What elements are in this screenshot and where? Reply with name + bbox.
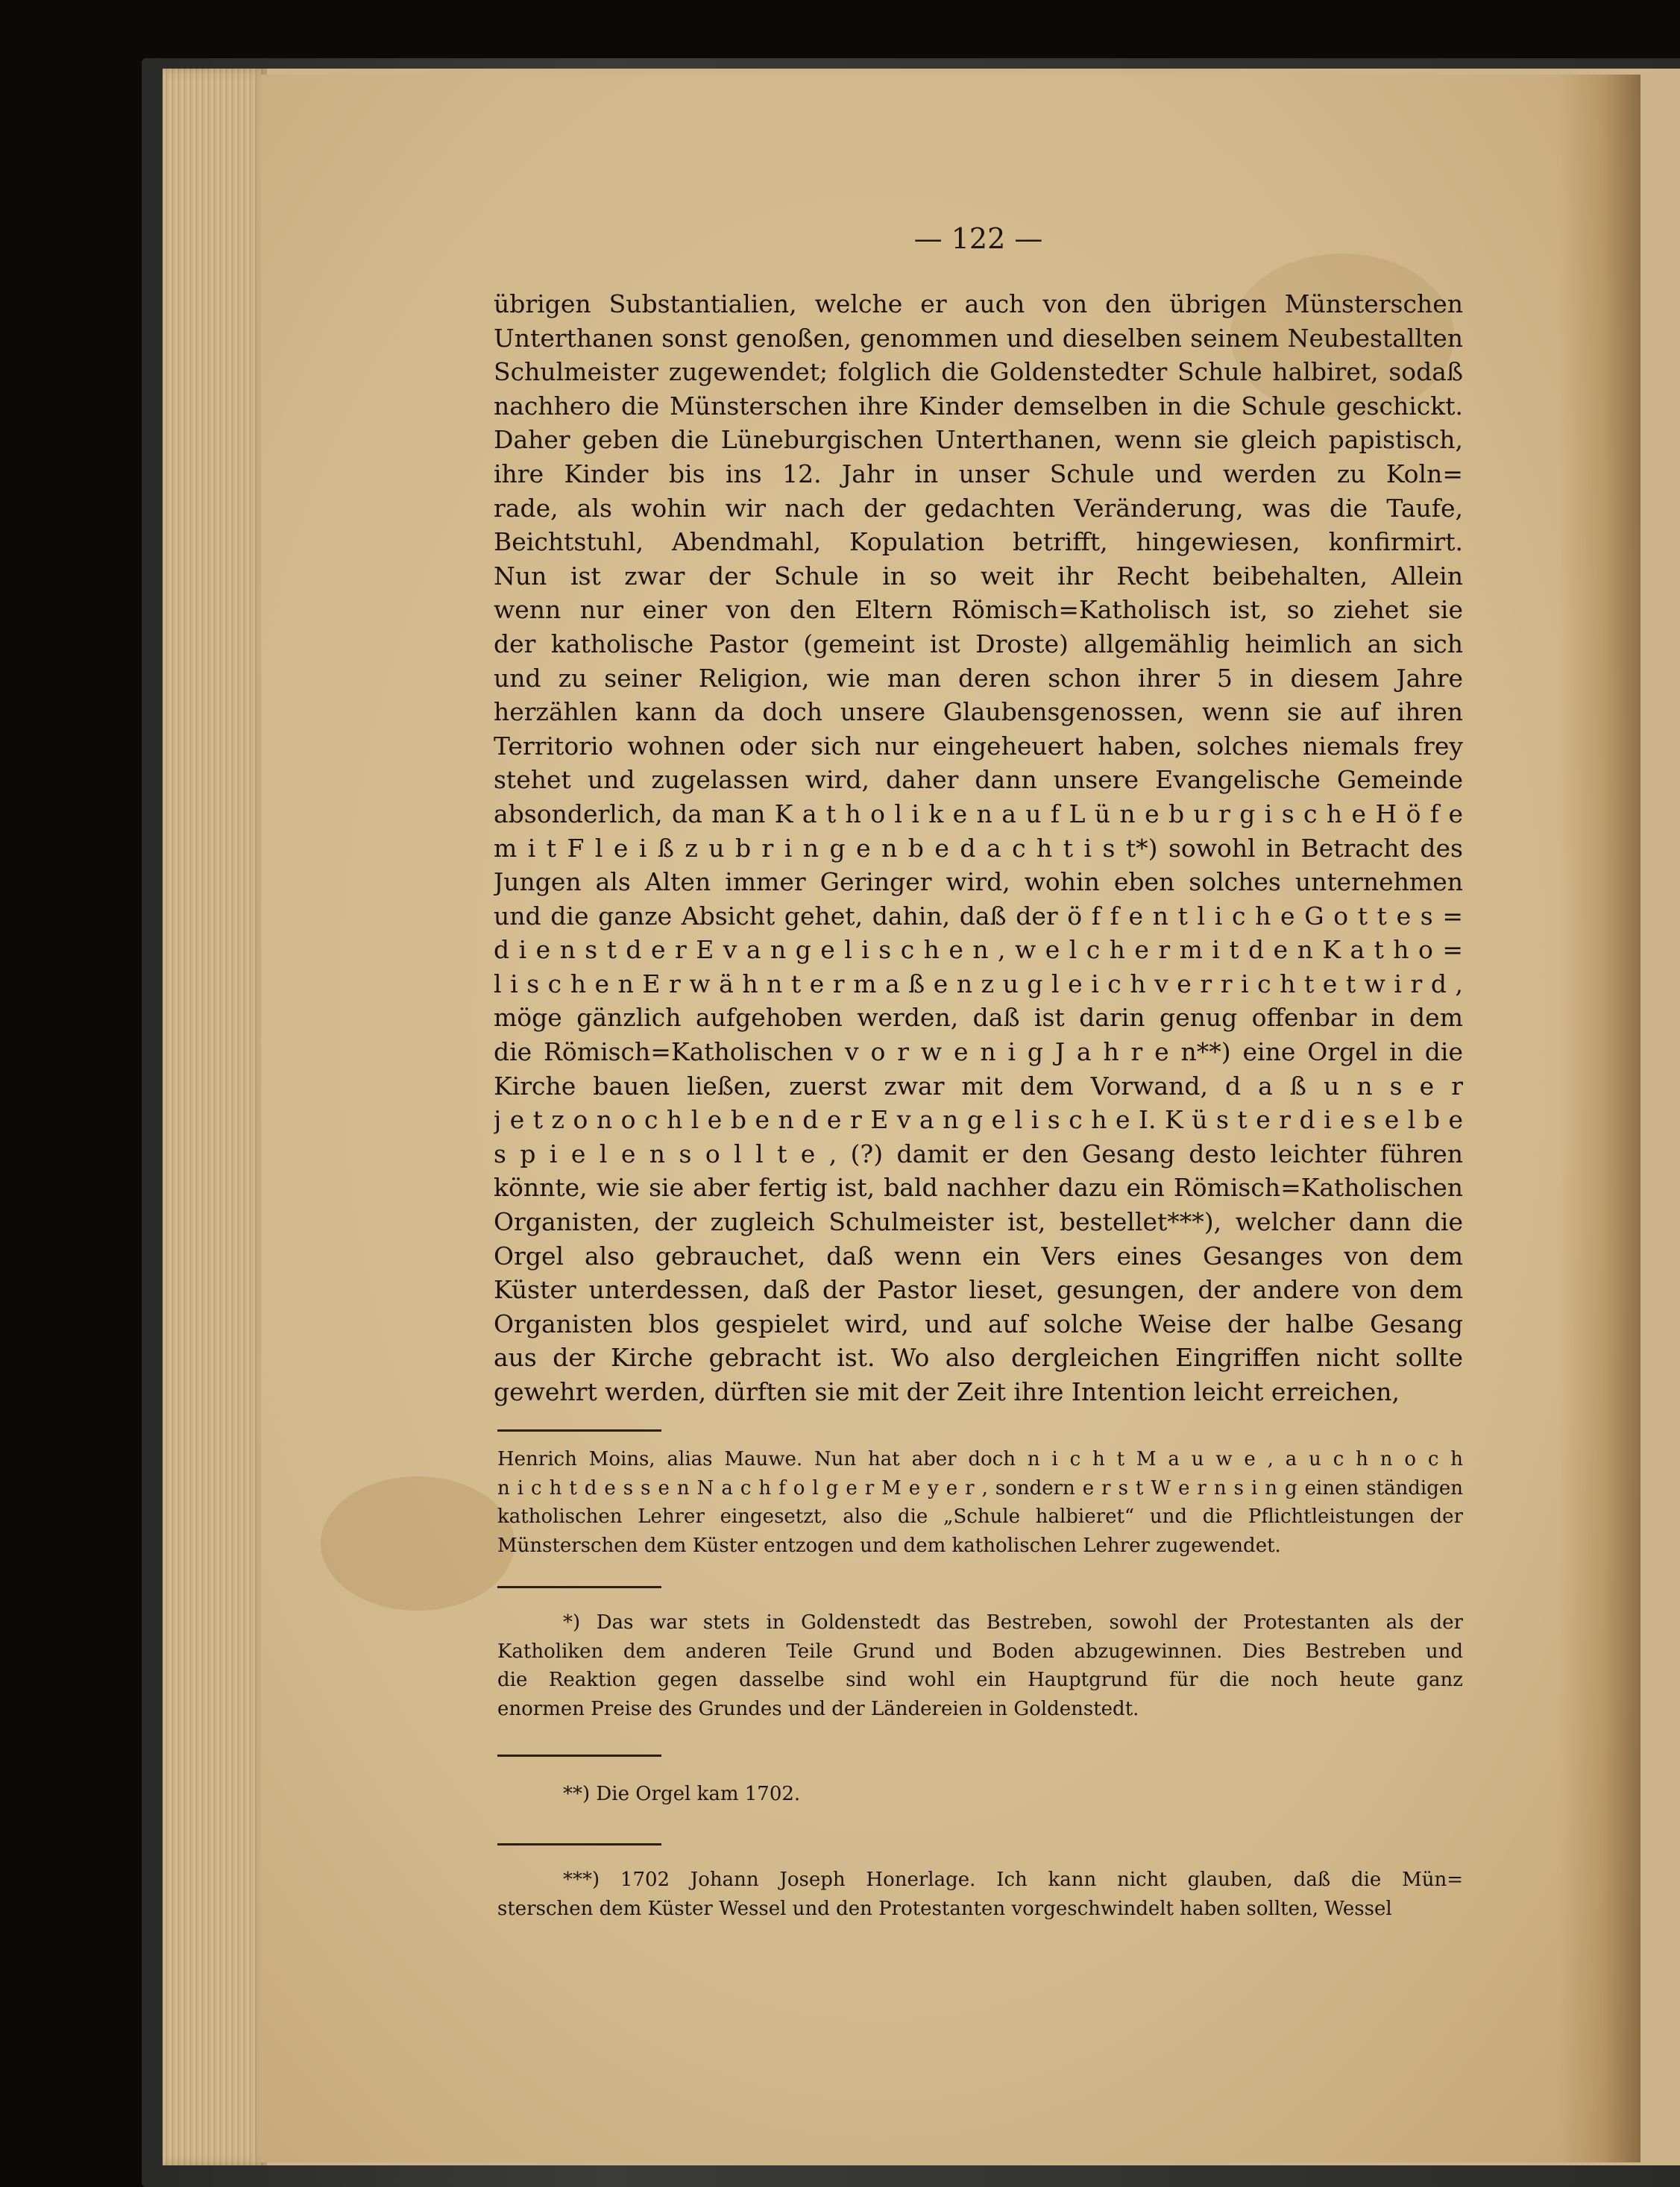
- footnote-rule: [497, 1755, 661, 1757]
- page-gutter-shadow: [1558, 75, 1640, 2162]
- footnote-continued: [497, 1445, 1463, 1560]
- footnote-line: Katholiken dem anderen Teile Grund und Boden abzugewinnen. Dies Bestreben und: [497, 1640, 1463, 1663]
- footnote-line: Henrich Moins, alias Mauwe. Nun hat aber doch n i c h t M a u w e , a u c h n o c h: [497, 1448, 1463, 1470]
- main-text: [494, 287, 1463, 1409]
- text-line: rade, als wohin wir nach der gedachten Veränderung, was die Taufe,: [494, 493, 1463, 523]
- text-line: j e t z o n o c h l e b e n d e r E v a n g e l i s c h e I. K ü s t e r d i e s e l b e: [494, 1105, 1463, 1135]
- footnote-line: *) Das war stets in Goldenstedt das Bestreben, sowohl der Protestanten als der: [563, 1611, 1463, 1634]
- text-line: Beichtstuhl, Abendmahl, Kopulation betrifft, hingewiesen, konfirmirt.: [494, 527, 1463, 557]
- footnote-1: [497, 1608, 1463, 1723]
- page-edges: [163, 69, 267, 2165]
- text-line: herzählen kann da doch unsere Glaubensgenossen, wenn sie auf ihren: [494, 697, 1463, 727]
- text-line: Unterthanen sonst genoßen, genommen und dieselben seinem Neubestallten: [494, 323, 1463, 353]
- text-line: nachhero die Münsterschen ihre Kinder demselben in die Schule geschickt.: [494, 391, 1463, 421]
- footnote-line: Münsterschen dem Küster entzogen und dem katholischen Lehrer zugewendet.: [497, 1534, 1281, 1557]
- footnote-rule: [497, 1429, 661, 1432]
- footnote-line: ***) 1702 Johann Joseph Honerlage. Ich kann nicht glauben, daß die Mün=: [563, 1869, 1463, 1891]
- paper-stain: [321, 1476, 515, 1611]
- footnote-line: sterschen dem Küster Wessel und den Protestanten vorgeschwindelt haben sollten, Wessel: [497, 1897, 1392, 1920]
- text-line: wenn nur einer von den Eltern Römisch=Katholisch ist, so ziehet sie: [494, 595, 1463, 625]
- text-line: Daher geben die Lüneburgischen Unterthanen, wenn sie gleich papistisch,: [494, 425, 1463, 455]
- page-number: — 122 —: [913, 222, 1043, 255]
- footnote-line: katholischen Lehrer eingesetzt, also die „Schule halbieret“ und die Pflichtleistungen der: [497, 1505, 1463, 1528]
- text-line: Organisten, der zugleich Schulmeister ist, bestellet***), welcher dann die: [494, 1207, 1463, 1237]
- text-line: s p i e l e n s o l l t e , (?) damit er den Gesang desto leichter führen: [494, 1139, 1463, 1168]
- text-line: Territorio wohnen oder sich nur eingeheuert haben, solches niemals frey: [494, 731, 1463, 761]
- text-line: die Römisch=Katholischen v o r w e n i g J a h r e n**) eine Orgel in die: [494, 1037, 1463, 1067]
- text-line: übrigen Substantialien, welche er auch von den übrigen Münsterschen: [494, 289, 1463, 318]
- footnote-3: [497, 1866, 1463, 1923]
- text-line: könnte, wie sie aber fertig ist, bald nachher dazu ein Römisch=Katholischen: [494, 1173, 1463, 1203]
- text-line: Küster unterdessen, daß der Pastor lieset, gesungen, der andere von dem: [494, 1275, 1463, 1305]
- text-line: m i t F l e i ß z u b r i n g e n b e d a c h t i s t*) sowohl in Betracht des: [494, 833, 1463, 863]
- text-line: und zu seiner Religion, wie man deren schon ihrer 5 in diesem Jahre: [494, 663, 1463, 693]
- text-line: d i e n s t d e r E v a n g e l i s c h e n , w e l c h e r m i t d e n K a t h o =: [494, 935, 1463, 965]
- text-line: möge gänzlich aufgehoben werden, daß ist darin genug offenbar in dem: [494, 1003, 1463, 1033]
- text-line: Kirche bauen ließen, zuerst zwar mit dem Vorwand, d a ß u n s e r: [494, 1071, 1463, 1101]
- text-line: gewehrt werden, dürften sie mit der Zeit ihre Intention leicht erreichen,: [494, 1377, 1400, 1406]
- footnote-line: die Reaktion gegen dasselbe sind wohl ein Hauptgrund für die noch heute ganz: [497, 1669, 1463, 1691]
- text-line: l i s c h e n E r w ä h n t e r m a ß e n z u g l e i c h v e r r i c h t e t w i r d ,: [494, 969, 1463, 998]
- text-line: aus der Kirche gebracht ist. Wo also dergleichen Eingriffen nicht sollte: [494, 1343, 1463, 1373]
- text-line: ihre Kinder bis ins 12. Jahr in unser Schule und werden zu Koln=: [494, 459, 1463, 488]
- text-line: der katholische Pastor (gemeint ist Droste) allgemählig heimlich an sich: [494, 629, 1463, 658]
- text-line: absonderlich, da man K a t h o l i k e n a u f L ü n e b u r g i s c h e H ö f e: [494, 799, 1463, 828]
- footnote-rule: [497, 1843, 661, 1845]
- text-line: Schulmeister zugewendet; folglich die Goldenstedter Schule halbiret, sodaß: [494, 357, 1463, 387]
- text-line: stehet und zugelassen wird, daher dann unsere Evangelische Gemeinde: [494, 765, 1463, 795]
- text-line: Organisten blos gespielet wird, und auf solche Weise der halbe Gesang: [494, 1309, 1463, 1338]
- text-line: Orgel also gebrauchet, daß wenn ein Vers eines Gesanges von dem: [494, 1241, 1463, 1271]
- text-line: Nun ist zwar der Schule in so weit ihr Recht beibehalten, Allein: [494, 561, 1463, 591]
- text-line: und die ganze Absicht gehet, dahin, daß der ö f f e n t l i c h e G o t t e s =: [494, 901, 1463, 931]
- footnote-line: n i c h t d e s s e n N a c h f o l g e r M e y e r , sondern e r s t W e r n s i n g einen ständigen: [497, 1476, 1463, 1500]
- footnote-rule: [497, 1586, 661, 1588]
- footnote-line: enormen Preise des Grundes und der Ländereien in Goldenstedt.: [497, 1697, 1139, 1720]
- footnote-line: **) Die Orgel kam 1702.: [563, 1783, 801, 1805]
- text-line: Jungen als Alten immer Geringer wird, wohin eben solches unternehmen: [494, 867, 1463, 897]
- footnote-2: [497, 1780, 1463, 1809]
